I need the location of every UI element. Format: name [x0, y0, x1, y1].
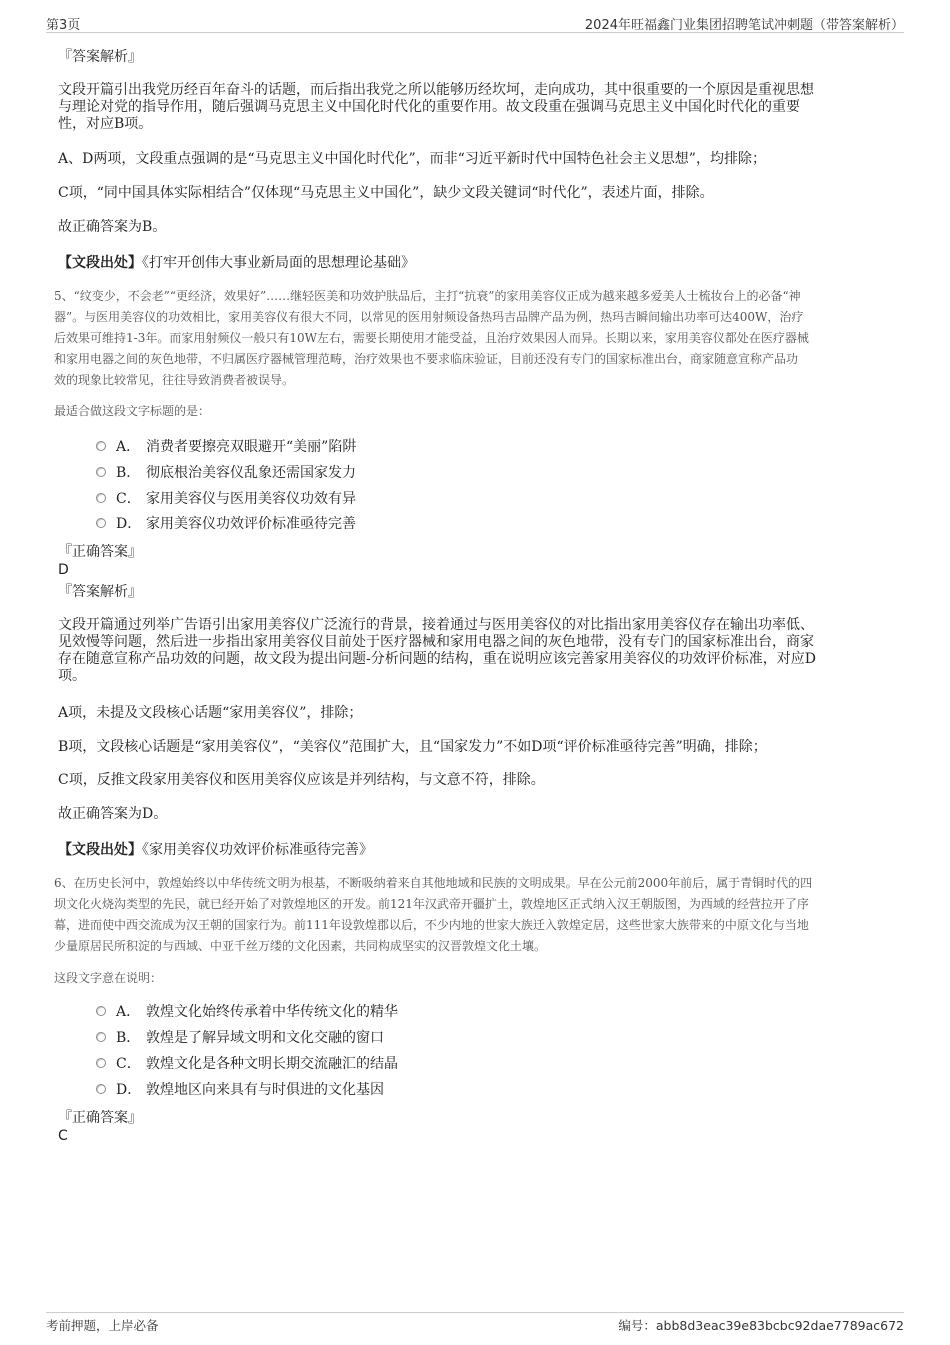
q5-analysis-line: 见效慢等问题，然后进一步指出家用美容仪目前处于医疗器械和家用电器之间的灰色地带，没有专门的国家标准出台，商家	[58, 634, 814, 650]
radio-icon[interactable]	[96, 441, 106, 451]
q5-analysis-line: 文段开篇通过列举广告语引出家用美容仪广泛流行的背景，接着通过与医用美容仪的对比指出家用美容仪存在输出功率低、	[58, 617, 814, 633]
page-header	[46, 12, 904, 33]
q5-analysis-label: 『答案解析』	[58, 584, 142, 600]
q6-answer: C	[58, 1128, 68, 1144]
q5-answer-label: 『正确答案』	[58, 544, 142, 560]
q5-exclude-a: A项，未提及文段核心话题“家用美容仪”，排除；	[58, 705, 363, 721]
q4-exclude-ad: A、D两项，文段重点强调的是“马克思主义中国化时代化”，而非“习近平新时代中国特色社会主义思想”，均排除；	[58, 151, 766, 167]
footer-code	[618, 1316, 904, 1334]
option-text: 彻底根治美容仪乱象还需国家发力	[146, 465, 356, 481]
q5-source-title: 《家用美容仪功效评价标准亟待完善》	[142, 842, 373, 858]
q5-text-line: 效的现象比较常见，往往导致消费者被误导。	[54, 373, 295, 387]
q4-analysis-line: 性，对应B项。	[58, 116, 153, 132]
option-letter: A．	[116, 1004, 141, 1020]
option-letter: B．	[116, 465, 141, 481]
q6-text-line: 少量原居民所积淀的与西域、中亚千丝万缕的文化因素，共同构成坚实的汉晋敦煌文化土壤。	[54, 939, 547, 953]
q5-analysis-line: 项。	[58, 668, 86, 684]
q6-option-c[interactable]	[96, 1054, 398, 1074]
q4-analysis-line: 与理论对党的指导作用，随后强调马克思主义中国化时代化的重要作用。故文段重在强调马克思主义中国化时代化的重要	[58, 99, 800, 115]
q6-text-line: 6、在历史长河中，敦煌始终以中华传统文明为根基，不断吸纳着来自其他地域和民族的文明成果。早在公元前2000年前后，属于青铜时代的四	[54, 876, 813, 890]
page-number: 第3页	[46, 18, 81, 33]
q5-question-text	[54, 286, 896, 391]
q6-prompt: 这段文字意在说明：	[54, 971, 163, 985]
q5-option-d[interactable]	[96, 514, 356, 534]
q5-exclude-b: B项，文段核心话题是“家用美容仪”，“美容仪”范围扩大，且“国家发力”不如D项“评价标准亟待完善”明确，排除；	[58, 739, 767, 755]
option-letter: D．	[116, 516, 142, 532]
q6-text-line: 坝文化火烧沟类型的先民，就已经开始了对敦煌地区的开发。前121年汉武帝开疆扩土，敦煌地区正式纳入汉王朝版图，为西域的经营拉开了序	[54, 897, 809, 911]
footer-code-value: abb8d3eac39e83bcbc92dae7789ac672	[655, 1318, 904, 1333]
radio-icon[interactable]	[96, 518, 106, 528]
radio-icon[interactable]	[96, 1084, 106, 1094]
document-title: 2024年旺福鑫门业集团招聘笔试冲刺题（带答案解析）	[584, 18, 904, 33]
radio-icon[interactable]	[96, 1006, 106, 1016]
q4-conclusion: 故正确答案为B。	[58, 219, 167, 235]
q5-option-c[interactable]	[96, 489, 356, 509]
q4-source-label: 【文段出处】	[58, 255, 142, 271]
option-letter: B．	[116, 1030, 141, 1046]
q5-prompt: 最适合做这段文字标题的是：	[54, 404, 211, 418]
q6-option-b[interactable]	[96, 1028, 384, 1048]
option-letter: C．	[116, 491, 141, 507]
radio-icon[interactable]	[96, 493, 106, 503]
q5-text-line: 5、“纹变少，不会老”“更经济，效果好”……继轻医美和功效护肤品后，主打“抗衰”的家用美容仪正成为越来越多爱美人士梳妆台上的必备“神	[54, 289, 801, 303]
q6-text-line: 幕，进而使中西交流成为汉王朝的国家行为。前111年设敦煌郡以后，不少内地的世家大族迁入敦煌定居，这些世家大族带来的中原文化与当地	[54, 918, 809, 932]
q4-analysis-label: 『答案解析』	[58, 49, 142, 65]
q5-analysis	[58, 617, 888, 685]
q4-exclude-c: C项，“同中国具体实际相结合”仅体现“马克思主义中国化”，缺少文段关键词“时代化”，表述片面，排除。	[58, 185, 714, 201]
option-text: 敦煌是了解异域文明和文化交融的窗口	[146, 1030, 384, 1046]
option-text: 家用美容仪功效评价标准亟待完善	[146, 516, 356, 532]
q5-text-line: 后效果可维持1-3年。而家用射频仪一般只有10W左右，需要长期使用才能受益，且治疗效果因人而异。长期以来，家用美容仪都处在医疗器械	[54, 331, 809, 345]
option-text: 敦煌地区向来具有与时俱进的文化基因	[146, 1082, 384, 1098]
option-text: 消费者要擦亮双眼避开“美丽”陷阱	[146, 439, 357, 455]
q6-option-a[interactable]	[96, 1002, 398, 1022]
q5-source-label: 【文段出处】	[58, 842, 142, 858]
q4-source-title: 《打牢开创伟大事业新局面的思想理论基础》	[142, 255, 415, 271]
option-text: 敦煌文化是各种文明长期交流融汇的结晶	[146, 1056, 398, 1072]
option-text: 敦煌文化始终传承着中华传统文化的精华	[146, 1004, 398, 1020]
q4-source	[58, 252, 888, 272]
q5-exclude-c: C项，反推文段家用美容仪和医用美容仪应该是并列结构，与文意不符，排除。	[58, 772, 545, 788]
q5-text-line: 和家用电器之间的灰色地带，不归属医疗器械管理范畴，治疗效果也不要求临床验证，目前还没有专门的国家标准出台，商家随意宣称产品功	[54, 352, 799, 366]
q4-analysis	[58, 82, 888, 133]
page-footer	[46, 1312, 904, 1335]
q4-analysis-line: 文段开篇引出我党历经百年奋斗的话题，而后指出我党之所以能够历经坎坷，走向成功，其中很重要的一个原因是重视思想	[58, 82, 814, 98]
q5-conclusion: 故正确答案为D。	[58, 806, 168, 822]
footer-code-label: 编号：	[618, 1318, 656, 1333]
q5-option-b[interactable]	[96, 463, 356, 483]
option-letter: A．	[116, 439, 141, 455]
q5-option-a[interactable]	[96, 437, 356, 457]
footer-slogan: 考前押题，上岸必备	[46, 1318, 159, 1333]
option-letter: C．	[116, 1056, 141, 1072]
option-letter: D．	[116, 1082, 142, 1098]
q5-answer: D	[58, 562, 69, 578]
option-text: 家用美容仪与医用美容仪功效有异	[146, 491, 356, 507]
q6-question-text	[54, 873, 896, 957]
radio-icon[interactable]	[96, 1032, 106, 1042]
radio-icon[interactable]	[96, 467, 106, 477]
q6-answer-label: 『正确答案』	[58, 1110, 142, 1126]
radio-icon[interactable]	[96, 1058, 106, 1068]
q6-option-d[interactable]	[96, 1080, 384, 1100]
q5-source	[58, 839, 888, 859]
q5-text-line: 器”。与医用美容仪的功效相比，家用美容仪有很大不同，以常见的医用射频设备热玛吉品牌产品为例，热玛吉瞬间输出功率可达400W，治疗	[54, 310, 804, 324]
q5-analysis-line: 存在随意宣称产品功效的问题，故文段为提出问题-分析问题的结构，重在说明应该完善家用美容仪的功效评价标准，对应D	[58, 651, 816, 667]
